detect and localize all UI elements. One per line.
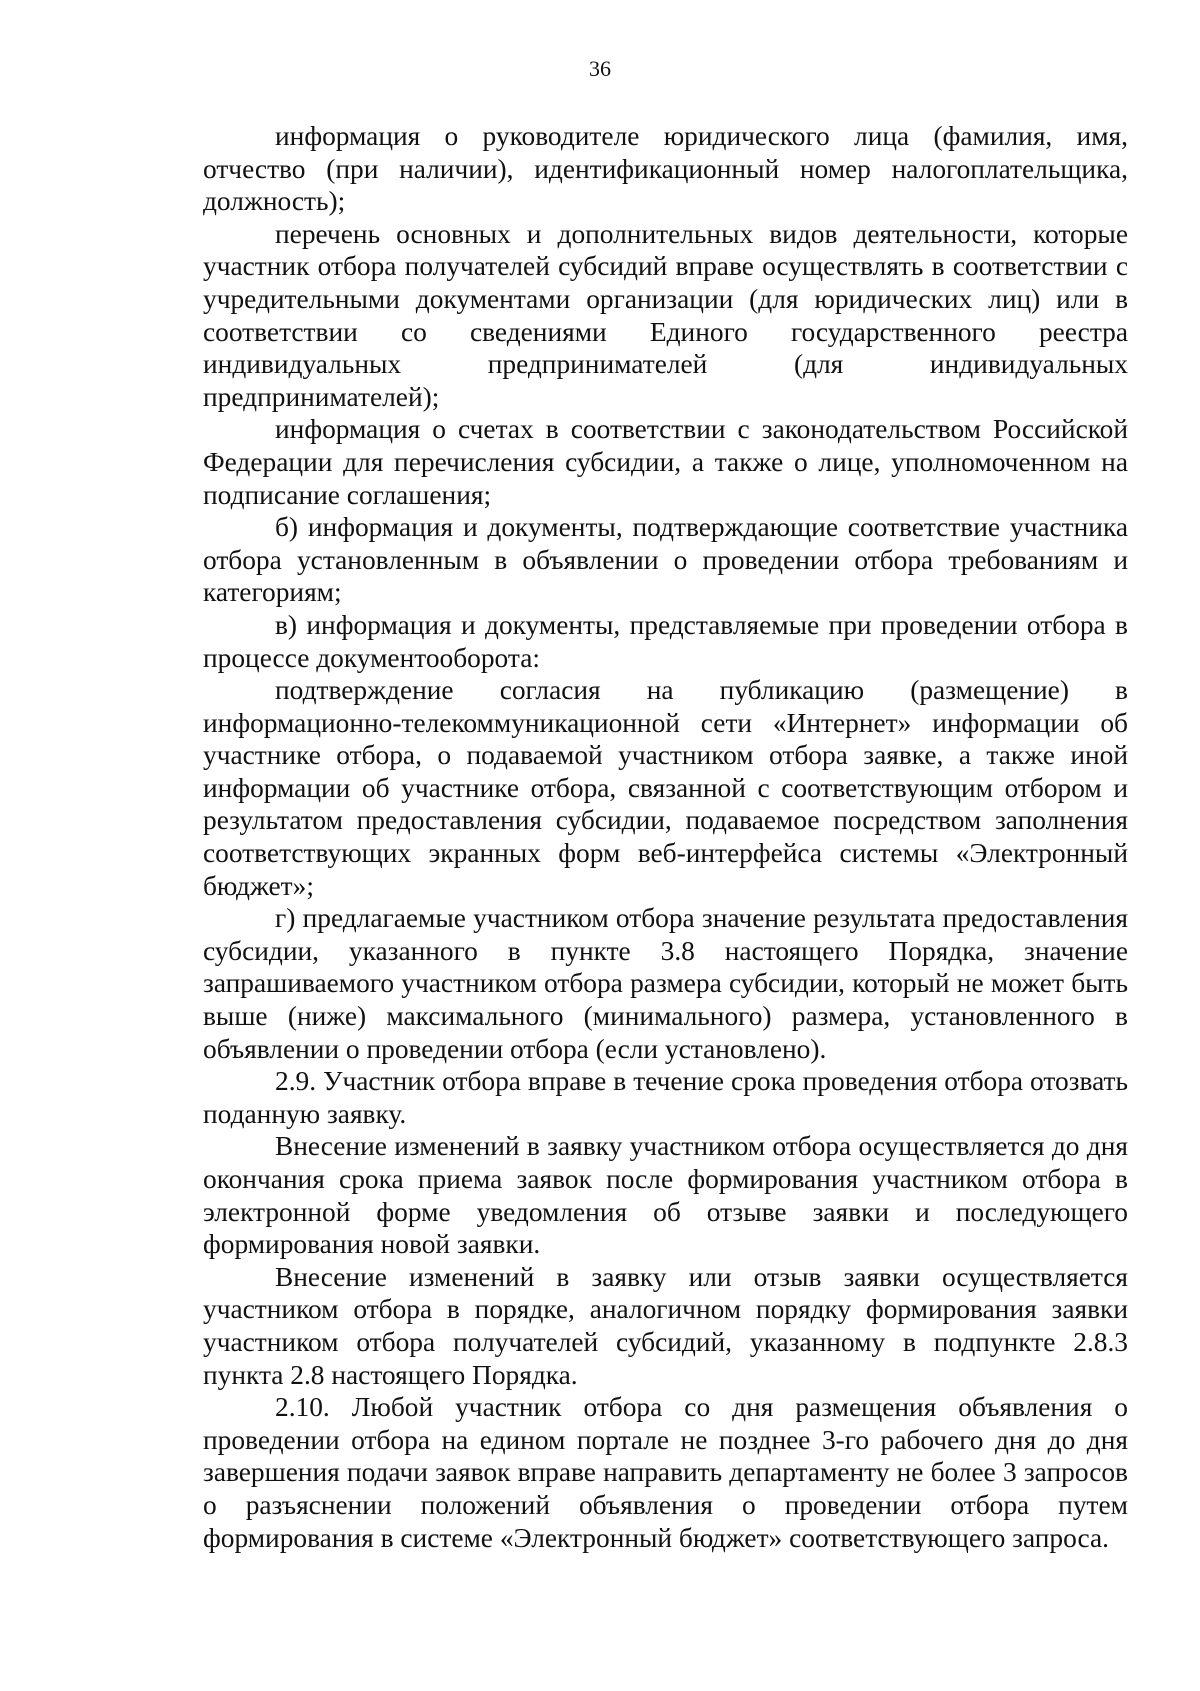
paragraph-withdrawal: Внесение изменений в заявку или отзыв заявки осуществляется участником отбора в порядке, аналогичном порядку формирования заявки участником отбора получателей субсидий, указанному в подпункте 2.8.3 пункта 2.8 настоящего Порядка. <box>203 1261 1128 1390</box>
paragraph-consent: подтверждение согласия на публикацию (размещение) в информационно-телекоммуникационной сети «Интернет» информации об участнике отбора, о подаваемой участником отбора заявке, а также иной информации об участнике отбора, связанной с соответствующим отбором и результатом предоставления субсидии, подаваемое посредством заполнения соответствующих экранных форм веб-интерфейса системы «Электронный бюджет»; <box>203 675 1128 901</box>
paragraph-accounts-info: информация о счетах в соответствии с законодательством Российской Федерации для перечисления субсидии, а также о лице, уполномоченном на подписание соглашения; <box>203 414 1128 510</box>
document-body <box>203 120 1128 1554</box>
paragraph-changes: Внесение изменений в заявку участником отбора осуществляется до дня окончания срока приема заявок после формирования участником отбора в электронной форме уведомления об отзыве заявки и последующего формирования новой заявки. <box>203 1131 1128 1260</box>
paragraph-2-10: 2.10. Любой участник отбора со дня размещения объявления о проведении отбора на едином портале не позднее 3-го рабочего дня до дня завершения подачи заявок вправе направить департаменту не более 3 запросов о разъяснении положений объявления о проведении отбора путем формирования в системе «Электронный бюджет» соответствующего запроса. <box>203 1392 1128 1553</box>
paragraph-item-b: б) информация и документы, подтверждающие соответствие участника отбора установленным в объявлении о проведении отбора требованиям и категориям; <box>203 512 1128 608</box>
paragraph-2-9: 2.9. Участник отбора вправе в течение срока проведения отбора отозвать поданную заявку. <box>203 1066 1128 1129</box>
paragraph-item-g: г) предлагаемые участником отбора значение результата предоставления субсидии, указанного в пункте 3.8 настоящего Порядка, значение запрашиваемого участником отбора размера субсидии, который не может быть выше (ниже) максимального (минимального) размера, установленного в объявлении о проведении отбора (если установлено). <box>203 903 1128 1064</box>
paragraph-item-v: в) информация и документы, представляемые при проведении отбора в процессе документооборота: <box>203 609 1128 673</box>
page-number: 36 <box>589 56 611 81</box>
paragraph-head-info: информация о руководителе юридического лица (фамилия, имя, отчество (при наличии), идентификационный номер налогоплательщика, должность); <box>203 121 1128 217</box>
paragraph-activities-list: перечень основных и дополнительных видов деятельности, которые участник отбора получателей субсидий вправе осуществлять в соответствии с учредительными документами организации (для юридических лиц) или в соответствии со сведениями Единого государственного реестра индивидуальных предпринимателей (для индивидуальных предпринимателей); <box>203 218 1128 412</box>
